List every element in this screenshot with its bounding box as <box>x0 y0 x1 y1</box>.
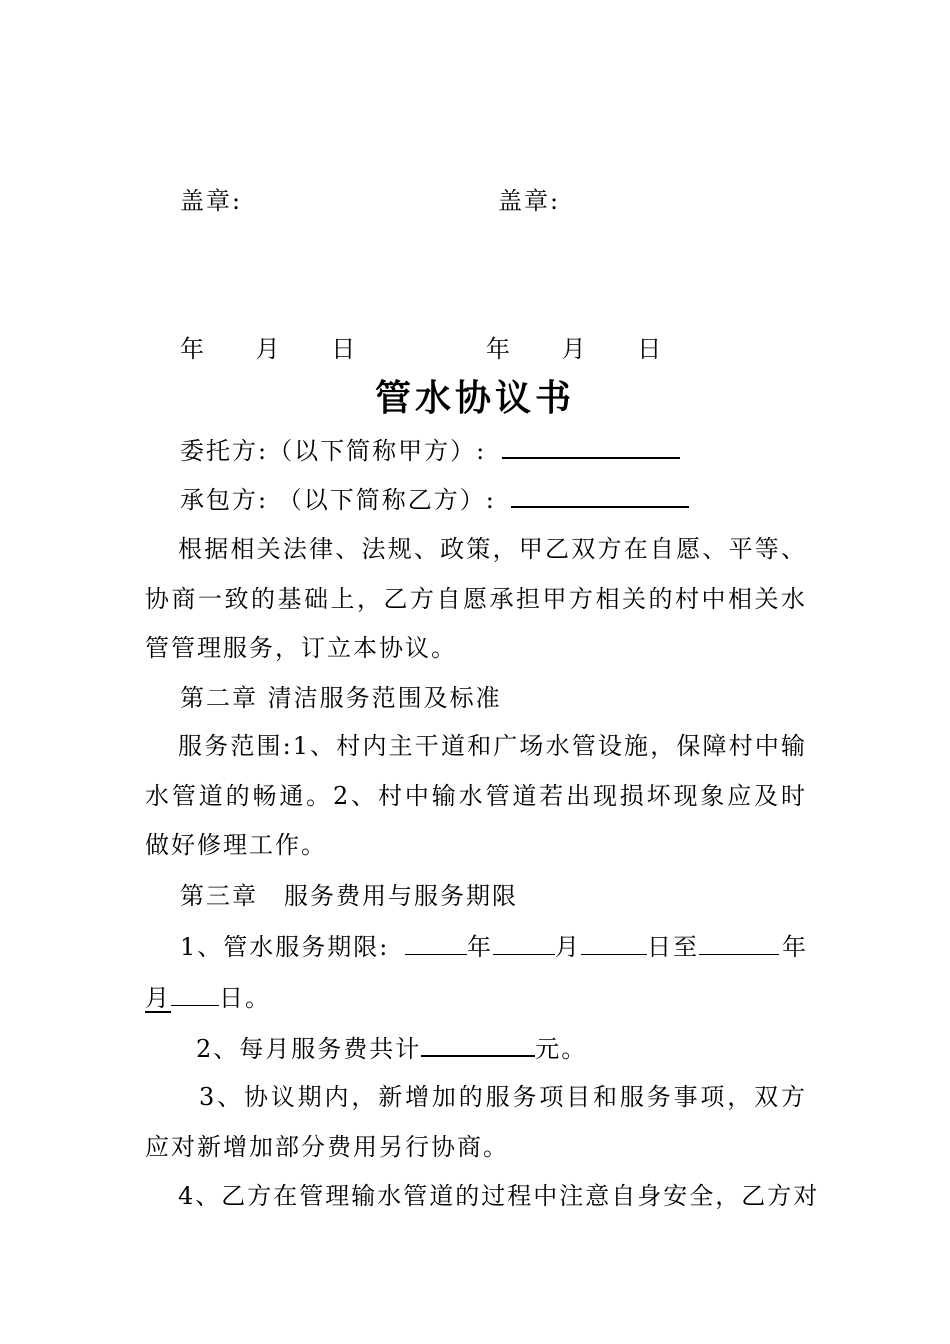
end-day-blank[interactable] <box>171 983 219 1006</box>
start-day-blank[interactable] <box>581 932 647 955</box>
monthly-fee-line <box>196 1033 587 1064</box>
end-month-label: 月 <box>145 984 171 1012</box>
contractor-party-blank[interactable] <box>511 484 689 508</box>
intro-paragraph: 根据相关法律、法规、政策，甲乙双方在自愿、平等、协商一致的基础上，乙方自愿承担甲方相关的村中相关水管管理服务，订立本协议。 <box>145 535 807 662</box>
date-left-month: 月 <box>255 335 282 363</box>
chapter3-heading: 第三章 服务费用与服务期限 <box>180 882 518 910</box>
client-party-blank[interactable] <box>502 435 680 459</box>
service-term-label: 1、管水服务期限: <box>180 933 390 961</box>
date-right-month: 月 <box>561 335 588 363</box>
date-right <box>486 334 663 364</box>
monthly-fee-prefix: 2、每月服务费共计 <box>196 1035 422 1063</box>
item3-paragraph: 3、协议期内，新增加的服务项目和服务事项，双方应对新增加部分费用另行协商。 <box>145 1083 807 1161</box>
seal-label-right: 盖章: <box>498 187 561 215</box>
end-year-label: 年 <box>782 933 808 961</box>
chapter2-body: 服务范围:1、村内主干道和广场水管设施，保障村中输水管道的畅通。2、村中输水管道若出现损坏现象应及时做好修理工作。 <box>145 732 807 859</box>
monthly-fee-suffix: 元。 <box>535 1035 588 1063</box>
monthly-fee-blank[interactable] <box>421 1033 535 1057</box>
service-term-line-2 <box>145 983 271 1013</box>
contractor-party-label: 承包方: （以下简称乙方）: <box>180 486 496 514</box>
contractor-party-line <box>180 484 689 515</box>
client-party-line <box>180 435 680 466</box>
service-term-line <box>180 932 779 962</box>
date-right-day: 日 <box>637 335 664 363</box>
start-month-label: 月 <box>555 933 581 961</box>
end-year-blank[interactable] <box>699 932 779 955</box>
document-title: 管水协议书 <box>374 377 575 419</box>
date-left <box>180 334 357 364</box>
date-left-day: 日 <box>331 335 358 363</box>
to-label: 至 <box>673 933 699 961</box>
start-year-blank[interactable] <box>405 932 467 955</box>
item4-paragraph: 4、乙方在管理输水管道的过程中注意自身安全，乙方对 <box>178 1182 820 1210</box>
end-day-label: 日。 <box>219 984 271 1012</box>
start-month-blank[interactable] <box>493 932 555 955</box>
start-year-label: 年 <box>467 933 493 961</box>
chapter2-heading: 第二章 清洁服务范围及标准 <box>180 684 502 712</box>
start-day-label: 日 <box>647 933 673 961</box>
client-party-label: 委托方:（以下简称甲方）: <box>180 437 487 465</box>
date-left-year: 年 <box>180 335 206 363</box>
seal-label-left: 盖章: <box>180 187 243 215</box>
date-right-year: 年 <box>486 335 512 363</box>
